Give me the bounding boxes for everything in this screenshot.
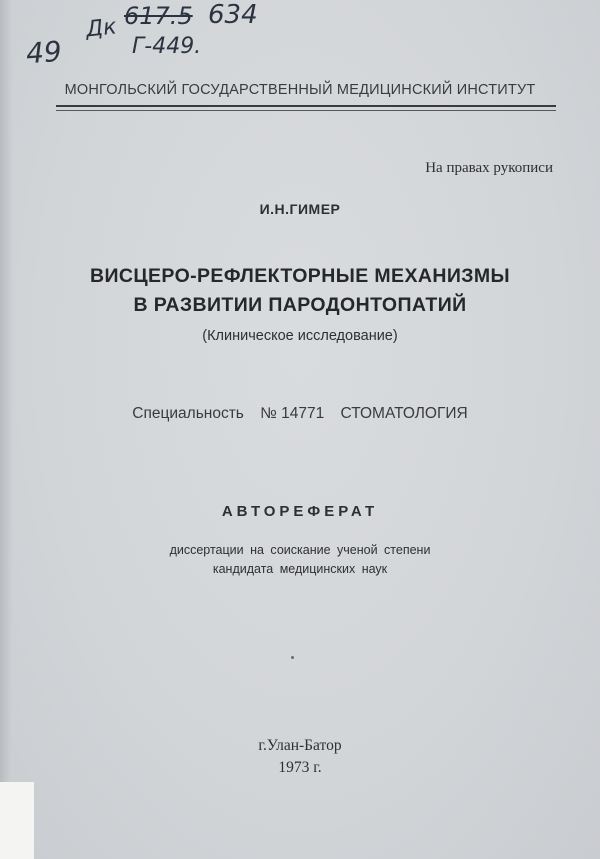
specialty-name: СТОМАТОЛОГИЯ [340,405,468,422]
dissertation-line-2: кандидата медицинских наук [212,562,388,576]
handwritten-code-prefix: Дк [84,14,118,43]
rights-note: На правах рукописи [425,160,553,176]
dissertation-description [0,541,600,579]
title-line-1: ВИСЦЕРО-РЕФЛЕКТОРНЫЕ МЕХАНИЗМЫ [89,265,510,287]
handwritten-number: 49 [24,34,63,71]
imprint-year: 1973 г. [278,759,322,776]
header-rule-thin [56,110,556,111]
paper-corner [0,782,34,859]
document-subtitle: (Клиническое исследование) [202,328,398,344]
handwritten-shelf-code: Г-449. [132,34,202,59]
specialty-label: Специальность [132,405,244,422]
binding-strip [0,0,12,859]
paper-speck [291,656,294,659]
imprint-city: г.Улан-Батор [258,737,342,754]
dissertation-line-1: диссертации на соискание ученой степени [169,543,431,557]
author-name: И.Н.ГИМЕР [259,201,341,217]
institute-name: МОНГОЛЬСКИЙ ГОСУДАРСТВЕННЫЙ МЕДИЦИНСКИЙ ИНСТИТУТ [64,82,536,98]
abstract-label: АВТОРЕФЕРАТ [221,503,379,520]
header-rule-thick [56,105,556,107]
document-title [0,262,600,320]
specialty-number: № 14771 [260,405,325,422]
handwritten-code-struck: 617.5 [124,2,193,30]
handwritten-code-alt: 634 [208,0,258,30]
title-line-2: В РАЗВИТИИ ПАРОДОНТОПАТИЙ [133,294,467,316]
specialty-line [0,405,600,423]
